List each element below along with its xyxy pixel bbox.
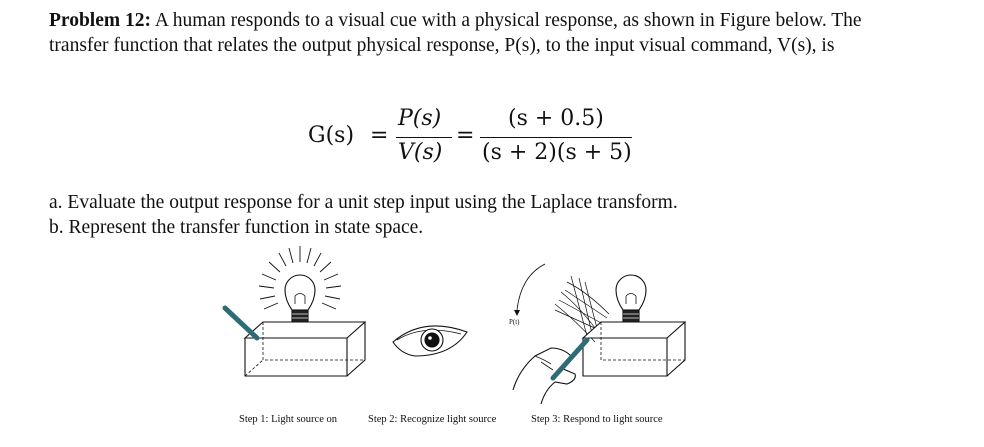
fraction1-denominator: V(s): [398, 140, 443, 165]
step3-box: [583, 322, 685, 338]
fraction1-bar: [396, 137, 452, 138]
equals-sign-2: =: [456, 123, 475, 148]
problem-text: A human responds to a visual cue with a physical response, as shown in Figure below. The transfer function that relates the output physical response, P(s), to the input visual command, V(s), is: [49, 10, 862, 56]
equals-sign-1: =: [370, 123, 389, 148]
pt-axis-label: P(t): [509, 318, 520, 326]
unlit-bulb-icon: [616, 275, 646, 310]
figure-illustration: [215, 244, 695, 442]
hand-icon: [513, 348, 575, 404]
eye-icon: [393, 326, 467, 356]
caption-step2: Step 2: Recognize light source: [368, 414, 497, 425]
lit-bulb-icon: [285, 275, 315, 310]
step1-illustration: [225, 246, 365, 376]
equation-lhs: G(s): [308, 123, 355, 148]
caption-step3: Step 3: Respond to light source: [531, 414, 663, 425]
switch-wand-icon: [225, 308, 257, 338]
fraction2-denominator: (s + 2)(s + 5): [482, 140, 632, 165]
question-b: b. Represent the transfer function in state space.: [49, 216, 424, 238]
problem-label: Problem 12:: [49, 10, 151, 31]
motion-arrow-icon: [517, 264, 545, 310]
figure-steps: [215, 244, 695, 442]
caption-step1: Step 1: Light source on: [239, 414, 337, 425]
step3-illustration: [513, 264, 685, 404]
fraction1-numerator: P(s): [398, 106, 442, 131]
fraction2-numerator: (s + 0.5): [508, 106, 604, 131]
question-a: a. Evaluate the output response for a unit step input using the Laplace transform.: [49, 192, 678, 213]
questions: [49, 191, 869, 240]
fraction2-bar: [480, 137, 632, 138]
problem-statement: [49, 9, 869, 58]
transfer-function-equation: [306, 104, 646, 174]
